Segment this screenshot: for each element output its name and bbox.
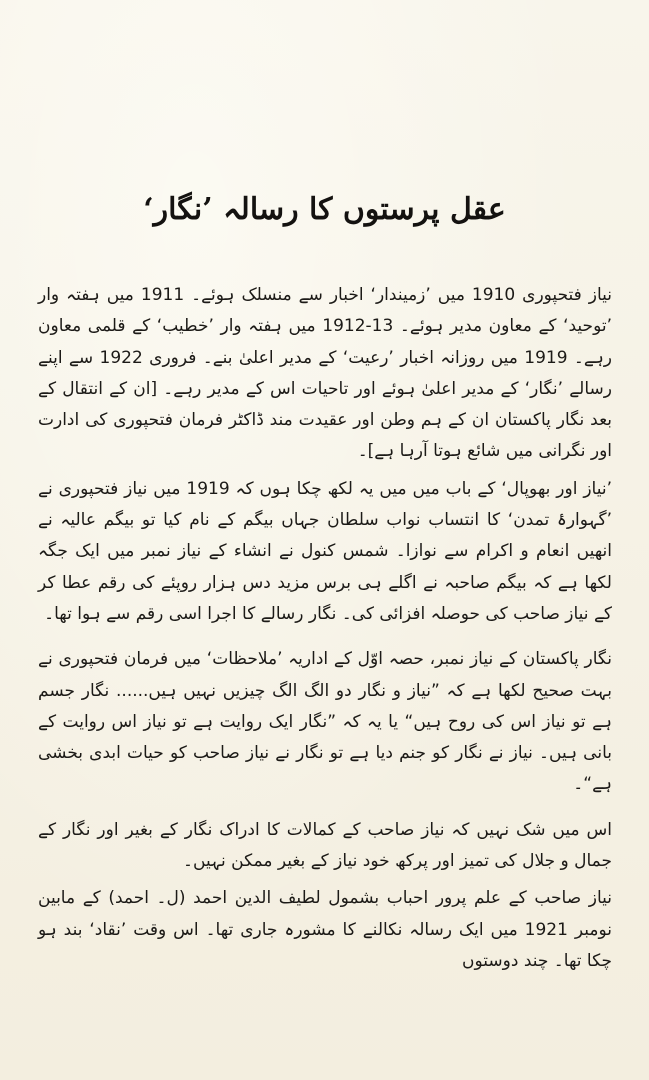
chapter-title: عقل پرستوں کا رسالہ ’نگار‘ [143,192,506,227]
paragraph-4: اس میں شک نہیں کہ نیاز صاحب کے کمالات کا ادراک نگار کے بغیر اور نگار کے جمال و جلال کی تمیز اور پرکھ خود نیاز کے بغیر ممکن نہیں۔ [38,819,612,872]
body-text [38,280,612,977]
paragraph-3: نگار پاکستان کے نیاز نمبر، حصہ اوّل کے اداریہ ’ملاحظات‘ میں فرمان فتحپوری نے بہت صحیح لکھا ہے کہ ”نیاز و نگار دو الگ الگ چیزیں نہیں ہیں...... نگار جسم ہے تو نیاز اس کی روح ہیں“ یا یہ کہ ”نگار ایک روایت ہے تو نیاز اس روایت کے بانی ہیں۔ نیاز نے نگار کو جنم دیا ہے تو نگار نے نیاز صاحب کو حیات ابدی بخشی ہے“۔ [38,649,612,795]
paragraph-5: نیاز صاحب کے علم پرور احباب بشمول لطیف الدین احمد (ل۔ احمد) کے مابین نومبر 1921 میں ایک رسالہ نکالنے کا مشورہ جاری تھا۔ اس وقت ’نقاد‘ بند ہو چکا تھا۔ چند دوستوں [38,888,612,971]
paragraph-2: ’نیاز اور بھوپال‘ کے باب میں میں یہ لکھ چکا ہوں کہ 1919 میں نیاز فتحپوری نے ’گہوارۂ تمدن‘ کا انتساب نواب سلطان جہاں بیگم کے نام کیا تو بیگم عالیہ نے انھیں انعام و اکرام سے نوازا۔ شمس کنول نے انشاء کے نیاز نمبر میں ایک جگہ لکھا ہے کہ بیگم صاحبہ نے اگلے ہی برس مزید دس ہزار روپئے کی رقم عطا کر کے نیاز صاحب کی حوصلہ افزائی کی۔ نگار رسالے کا اجرا اسی رقم سے ہوا تھا۔ [38,478,612,624]
paragraph-1: نیاز فتحپوری 1910 میں ’زمیندار‘ اخبار سے منسلک ہوئے۔ 1911 میں ہفتہ وار ’توحید‘ کے معاون مدیر ہوئے۔ 13-1912 میں ہفتہ وار ’خطیب‘ کے قلمی معاون رہے۔ 1919 میں روزانہ اخبار ’رعیت‘ کے مدیر اعلیٰ بنے۔ فروری 1922 سے اپنے رسالے ’نگار‘ کے مدیر اعلیٰ ہوئے اور تاحیات اس کے مدیر رہے۔ [ان کے انتقال کے بعد نگار پاکستان ان کے ہم وطن اور عقیدت مند ڈاکٹر فرمان فتحپوری کی ادارت اور نگرانی میں شائع ہوتا آرہا ہے]۔ [38,285,613,462]
